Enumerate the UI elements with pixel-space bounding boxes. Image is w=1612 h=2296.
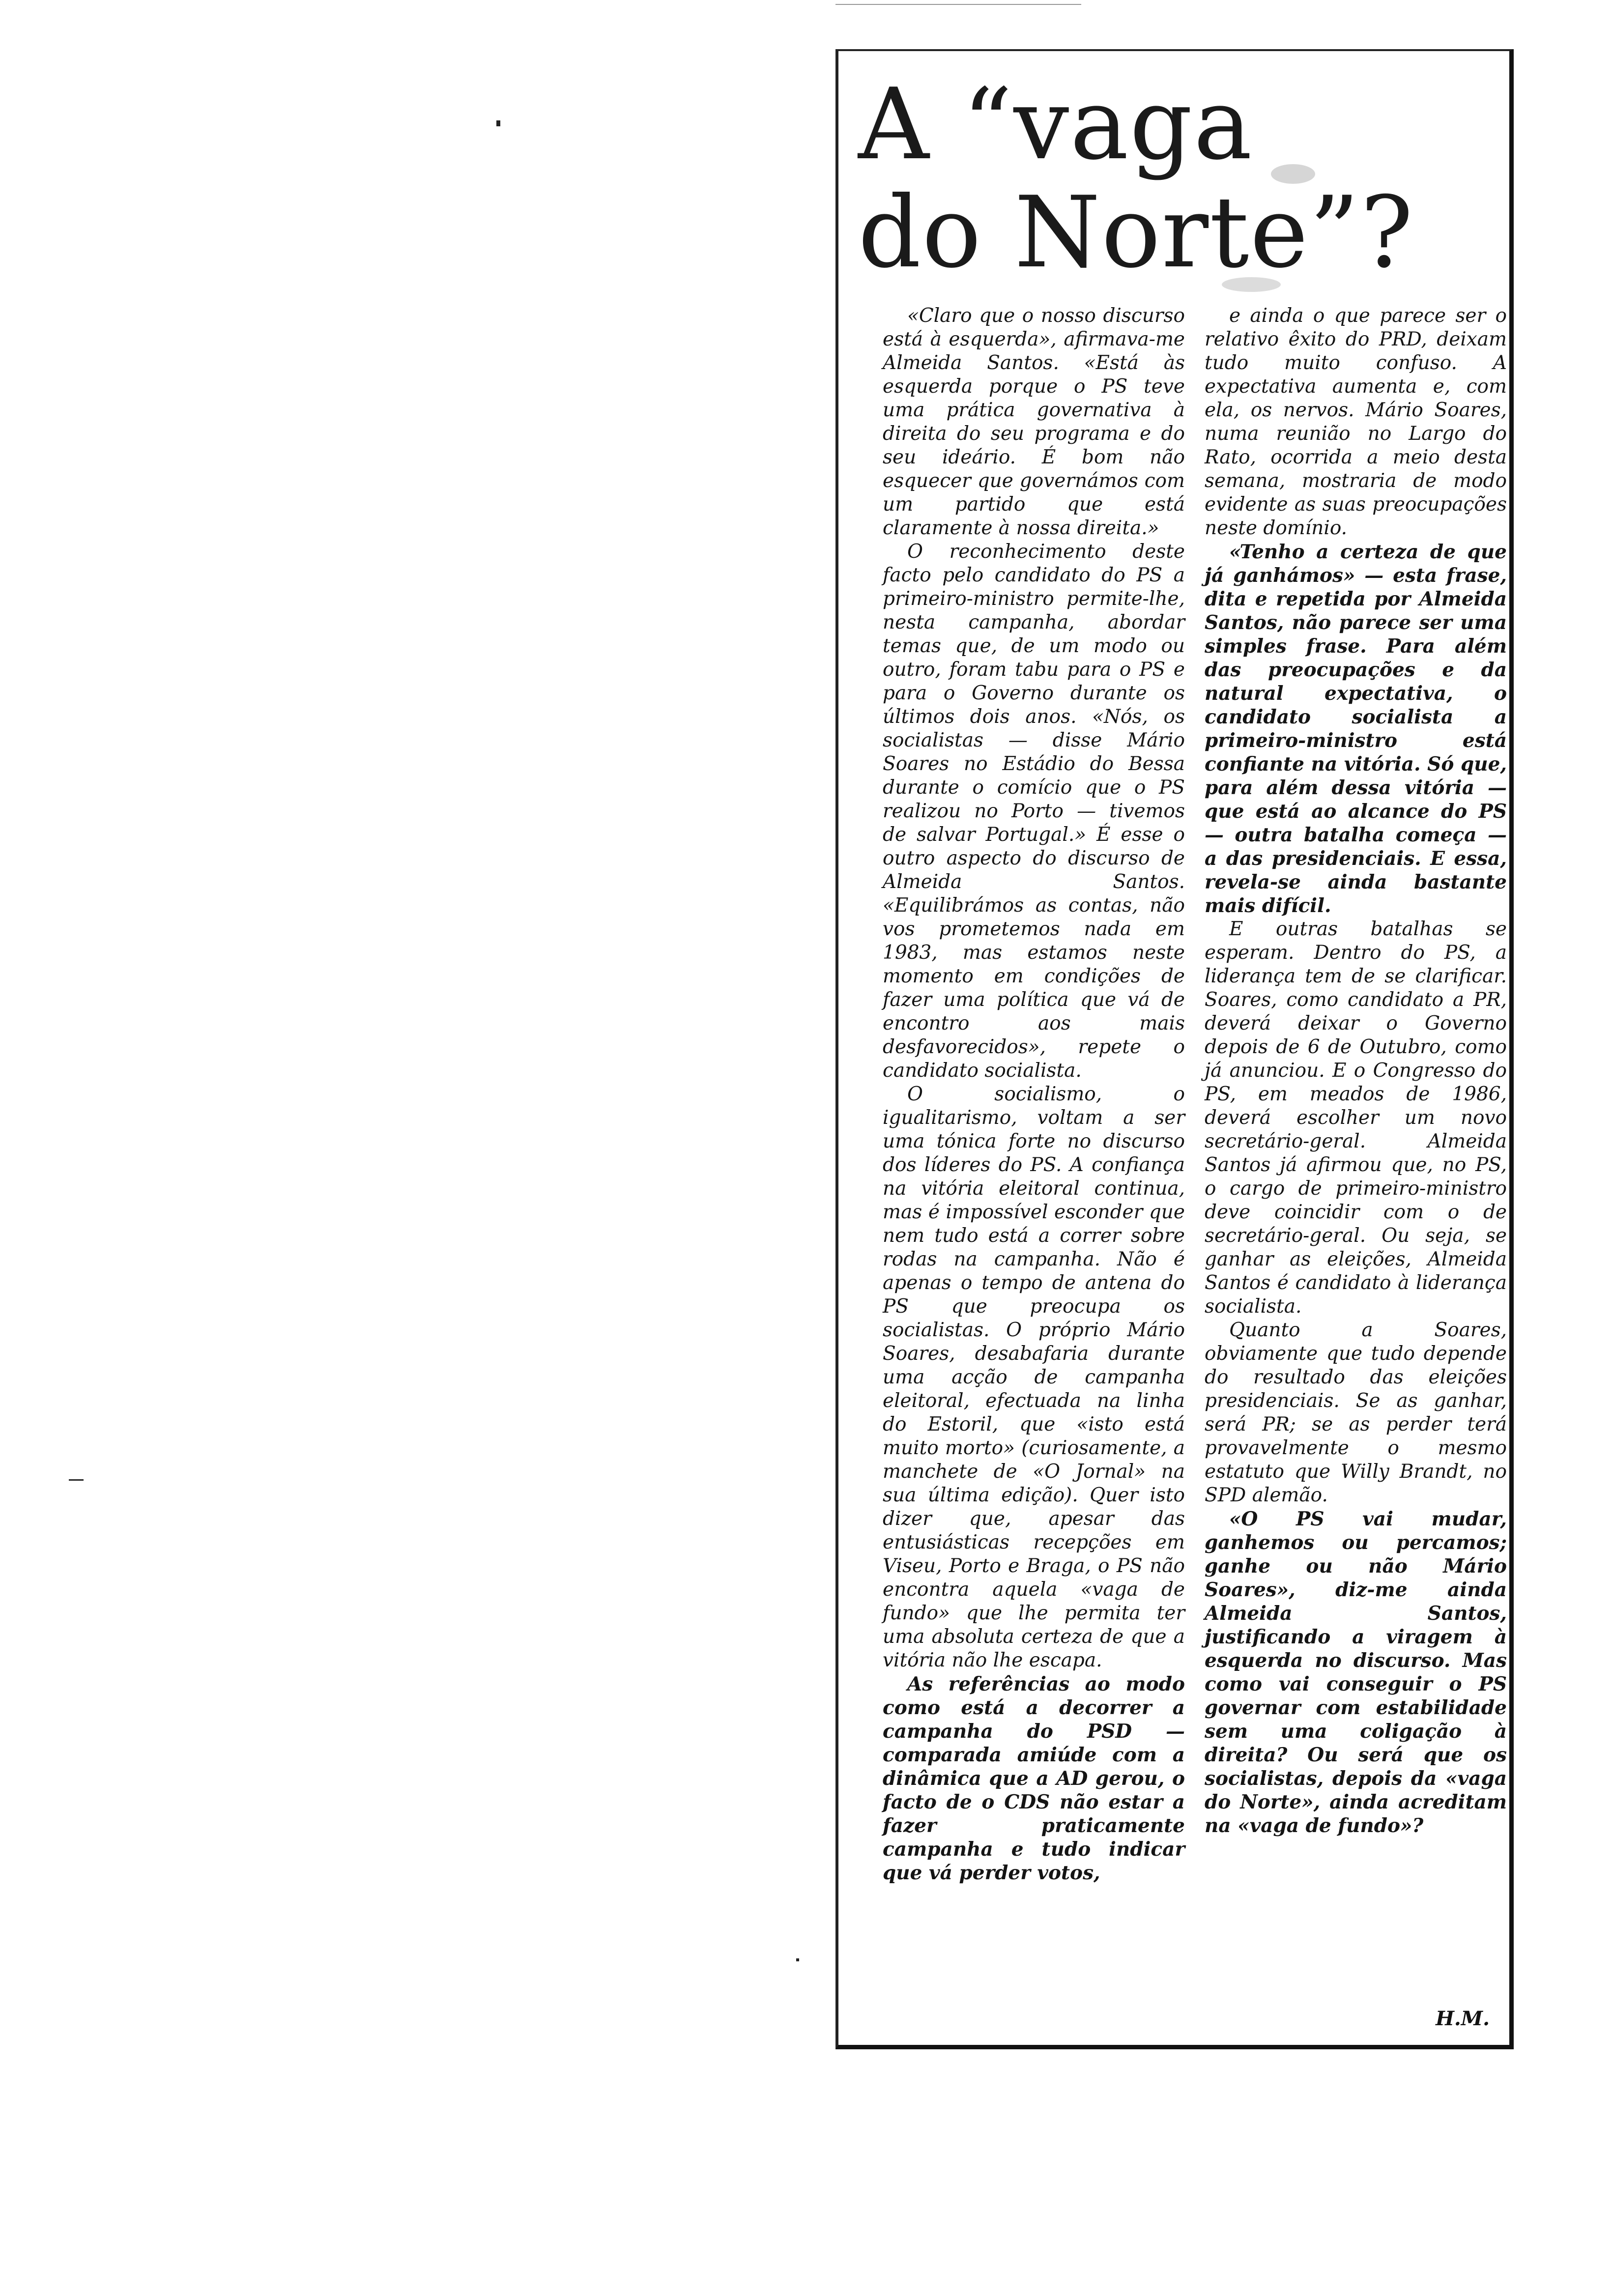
author-signature: H.M. — [1436, 2007, 1490, 2030]
scan-speck — [69, 1479, 84, 1481]
paragraph: «Claro que o nosso discurso está à esquerda», afirmava-me Almeida Santos. «Está às esquerda porque o PS teve uma prática governativa à direita do seu programa e do seu ideário. É bom não esquecer que governámos com um partido que está claramente à nossa direita.» — [883, 305, 1185, 539]
paragraph: O reconhecimento deste facto pelo candidato do PS a primeiro-ministro permite-lhe, nesta campanha, abordar temas que, de um modo ou outro, foram tabu para o PS e para o Governo durante os últimos dois anos. «Nós, os socialistas — disse Mário Soares no Estádio do Bessa durante o comício que o PS realizou no Porto — tivemos de salvar Portugal.» É esse o outro aspecto do discurso de Almeida Santos. «Equilibrámos as contas, não vos prometemos nada em 1983, mas estamos neste momento em condições de fazer uma política que vá de encontro aos mais desfavorecidos», repete o candidato socialista. — [883, 541, 1185, 1082]
scan-speck — [796, 1958, 799, 1961]
scan-speck — [496, 120, 500, 126]
column-right — [1205, 304, 1507, 1837]
newspaper-clipping — [835, 49, 1514, 2049]
paragraph: Quanto a Soares, obviamente que tudo depende do resultado das eleições presidenciais. Se as ganhar, será PR; se as perder terá provavelmente o mesmo estatuto que Willy Brandt, no SPD alemão. — [1205, 1319, 1507, 1506]
paragraph: «O PS vai mudar, ganhemos ou percamos; ganhe ou não Mário Soares», diz-me ainda Almeida Santos, justificando a viragem à esquerda no discurso. Mas como vai conseguir o PS governar com estabilidade sem uma coligação à direita? Ou será que os socialistas, depois da «vaga do Norte», ainda acreditam na «vaga de fundo»? — [1205, 1508, 1507, 1837]
scan-speck — [835, 4, 1081, 5]
headline-line-1: A “vaga — [858, 67, 1253, 182]
paragraph: «Tenho a certeza de que já ganhámos» — esta frase, dita e repetida por Almeida Santos, não parece ser uma simples frase. Para além das preocupações e da natural expectativa, o candidato socialista a primeiro-ministro está confiante na vitória. Só que, para além dessa vitória — que está ao alcance do PS — outra batalha começa — a das presidenciais. E essa, revela-se ainda bastante mais difícil. — [1205, 541, 1507, 917]
ink-smudge — [1271, 164, 1315, 184]
headline — [858, 67, 1414, 290]
paragraph: e ainda o que parece ser o relativo êxito do PRD, deixam tudo muito confuso. A expectativa aumenta e, com ela, os nervos. Mário Soares, numa reunião no Largo do Rato, ocorrida a meio desta semana, mostraria de modo evidente as suas preocupações neste domínio. — [1205, 305, 1507, 539]
paragraph: As referências ao modo como está a decorrer a campanha do PSD — comparada amiúde com a dinâmica que a AD gerou, o facto de o CDS não estar a fazer praticamente campanha e tudo indicar que vá perder votos, — [883, 1673, 1185, 1884]
ink-smudge — [1222, 277, 1281, 292]
paragraph: O socialismo, o igualitarismo, voltam a ser uma tónica forte no discurso dos líderes do PS. A confiança na vitória eleitoral continua, mas é impossível esconder que nem tudo está a correr sobre rodas na campanha. Não é apenas o tempo de antena do PS que preocupa os socialistas. O próprio Mário Soares, desabafaria durante uma acção de campanha eleitoral, efectuada na linha do Estoril, que «isto está muito morto» (curiosamente, a manchete de «O Jornal» na sua última edição). Quer isto dizer que, apesar das entusiásticas recepções em Viseu, Porto e Braga, o PS não encontra aquela «vaga de fundo» que lhe permita ter uma absoluta certeza de que a vitória não lhe escapa. — [883, 1083, 1185, 1671]
paragraph: E outras batalhas se esperam. Dentro do PS, a liderança tem de se clarificar. Soares, como candidato a PR, deverá deixar o Governo depois de 6 de Outubro, como já anunciou. E o Congresso do PS, em meados de 1986, deverá escolher um novo secretário-geral. Almeida Santos já afirmou que, no PS, o cargo de primeiro-ministro deve coincidir com o de secretário-geral. Ou seja, se ganhar as eleições, Almeida Santos é candidato à liderança socialista. — [1205, 918, 1507, 1318]
article-body — [883, 304, 1507, 1975]
column-left — [883, 304, 1185, 1885]
headline-line-2: do Norte”? — [858, 175, 1414, 290]
